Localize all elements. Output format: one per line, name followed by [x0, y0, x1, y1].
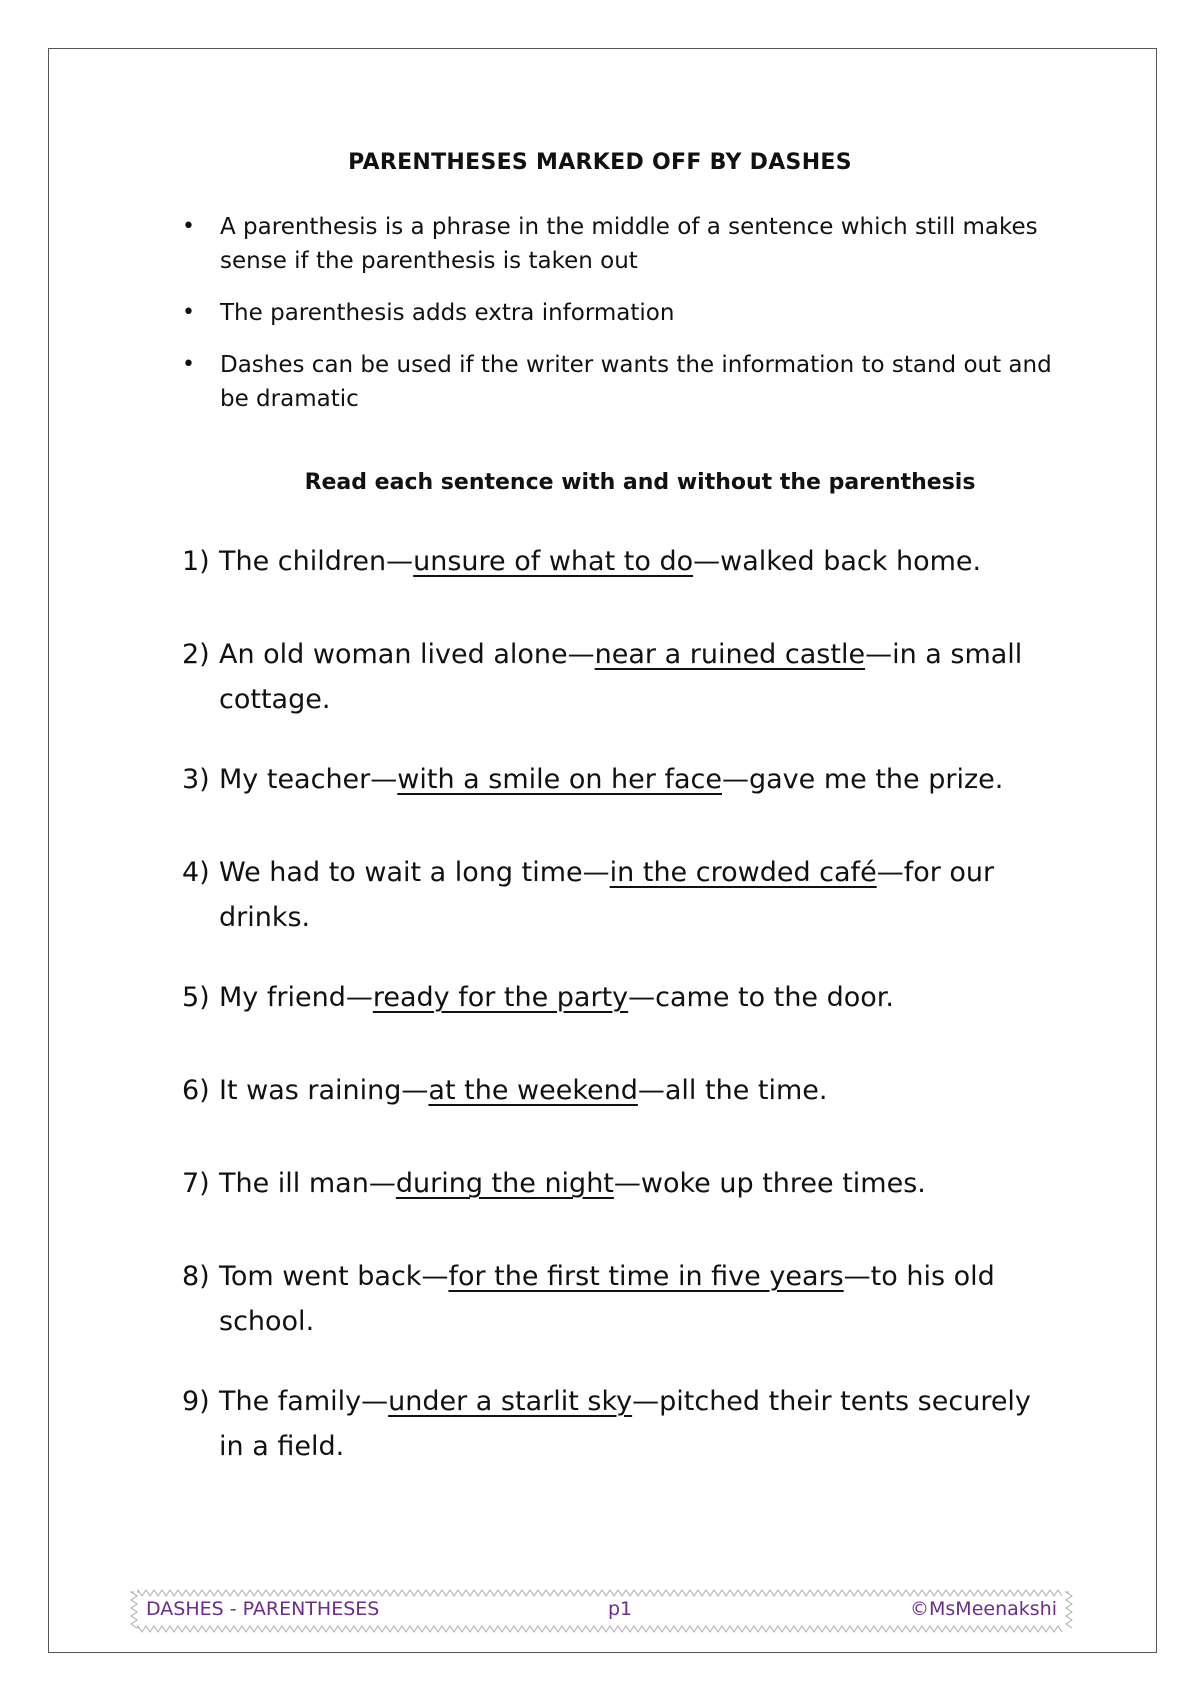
- parenthesis-phrase: at the weekend: [428, 1075, 638, 1106]
- parenthesis-phrase: ready for the party: [372, 982, 629, 1013]
- sentence-after: —gave me the prize.: [721, 764, 1004, 795]
- instruction-heading: Read each sentence with and without the parenthesis: [304, 470, 976, 495]
- footer-page-number: p1: [608, 1598, 633, 1620]
- bullet-item: • Dashes can be used if the writer wants the information to stand out and be dramatic: [180, 348, 1060, 416]
- parenthesis-phrase: with a smile on her face: [397, 764, 722, 795]
- sentence-continuation: school.: [219, 1306, 315, 1337]
- parenthesis-phrase: for the first time in five years: [448, 1261, 844, 1292]
- sentence-number: 8): [182, 1261, 210, 1292]
- sentence-item: [182, 975, 1062, 1020]
- sentence-continuation: drinks.: [219, 902, 311, 933]
- sentence-item: [182, 1161, 1062, 1206]
- sentence-item: [182, 539, 1062, 584]
- sentence-item: [182, 850, 1062, 940]
- sentence-item: [182, 1068, 1062, 1113]
- sentence-item: [182, 1254, 1062, 1344]
- sentence-item: [182, 757, 1062, 802]
- sentence-after: —woke up three times.: [613, 1168, 926, 1199]
- parenthesis-phrase: near a ruined castle: [594, 639, 866, 670]
- sentence-before: My teacher—: [219, 764, 398, 795]
- sentence-before: An old woman lived alone—: [219, 639, 595, 670]
- parenthesis-phrase: during the night: [395, 1168, 614, 1199]
- sentence-before: The ill man—: [219, 1168, 396, 1199]
- sentence-before: The children—: [219, 546, 414, 577]
- sentence-after: —all the time.: [637, 1075, 828, 1106]
- sentence-before: My friend—: [219, 982, 373, 1013]
- bullet-item: • The parenthesis adds extra information: [180, 296, 1060, 330]
- sentence-number: 6): [182, 1075, 210, 1106]
- parenthesis-phrase: in the crowded café: [609, 857, 877, 888]
- sentence-continuation: in a field.: [219, 1431, 345, 1462]
- sentence-before: Tom went back—: [219, 1261, 449, 1292]
- sentence-after: —came to the door.: [628, 982, 895, 1013]
- sentence-before: We had to wait a long time—: [219, 857, 610, 888]
- bullet-list: [180, 210, 1060, 434]
- sentence-number: 2): [182, 639, 210, 670]
- sentence-after: —for our: [876, 857, 995, 888]
- sentence-before: It was raining—: [219, 1075, 429, 1106]
- sentence-before: The family—: [219, 1386, 389, 1417]
- sentence-continuation: cottage.: [219, 684, 331, 715]
- parenthesis-phrase: under a starlit sky: [388, 1386, 633, 1417]
- sentence-after: —in a small: [865, 639, 1023, 670]
- sentence-number: 5): [182, 982, 210, 1013]
- footer-copyright: ©MsMeenakshi: [910, 1598, 1057, 1620]
- footer: [128, 1588, 1075, 1634]
- sentence-item: [182, 1379, 1062, 1469]
- parenthesis-phrase: unsure of what to do: [413, 546, 694, 577]
- sentence-after: —walked back home.: [693, 546, 982, 577]
- sentence-number: 1): [182, 546, 210, 577]
- page-title: PARENTHESES MARKED OFF BY DASHES: [348, 150, 852, 175]
- sentence-after: —to his old: [843, 1261, 995, 1292]
- sentence-number: 3): [182, 764, 210, 795]
- footer-left-label: DASHES - PARENTHESES: [146, 1598, 380, 1620]
- sentence-number: 4): [182, 857, 210, 888]
- sentence-after: —pitched their tents securely: [632, 1386, 1031, 1417]
- sentence-number: 9): [182, 1386, 210, 1417]
- sentence-number: 7): [182, 1168, 210, 1199]
- sentence-item: [182, 632, 1062, 722]
- bullet-item: • A parenthesis is a phrase in the middle of a sentence which still makes sense if the parenthesis is taken out: [180, 210, 1060, 278]
